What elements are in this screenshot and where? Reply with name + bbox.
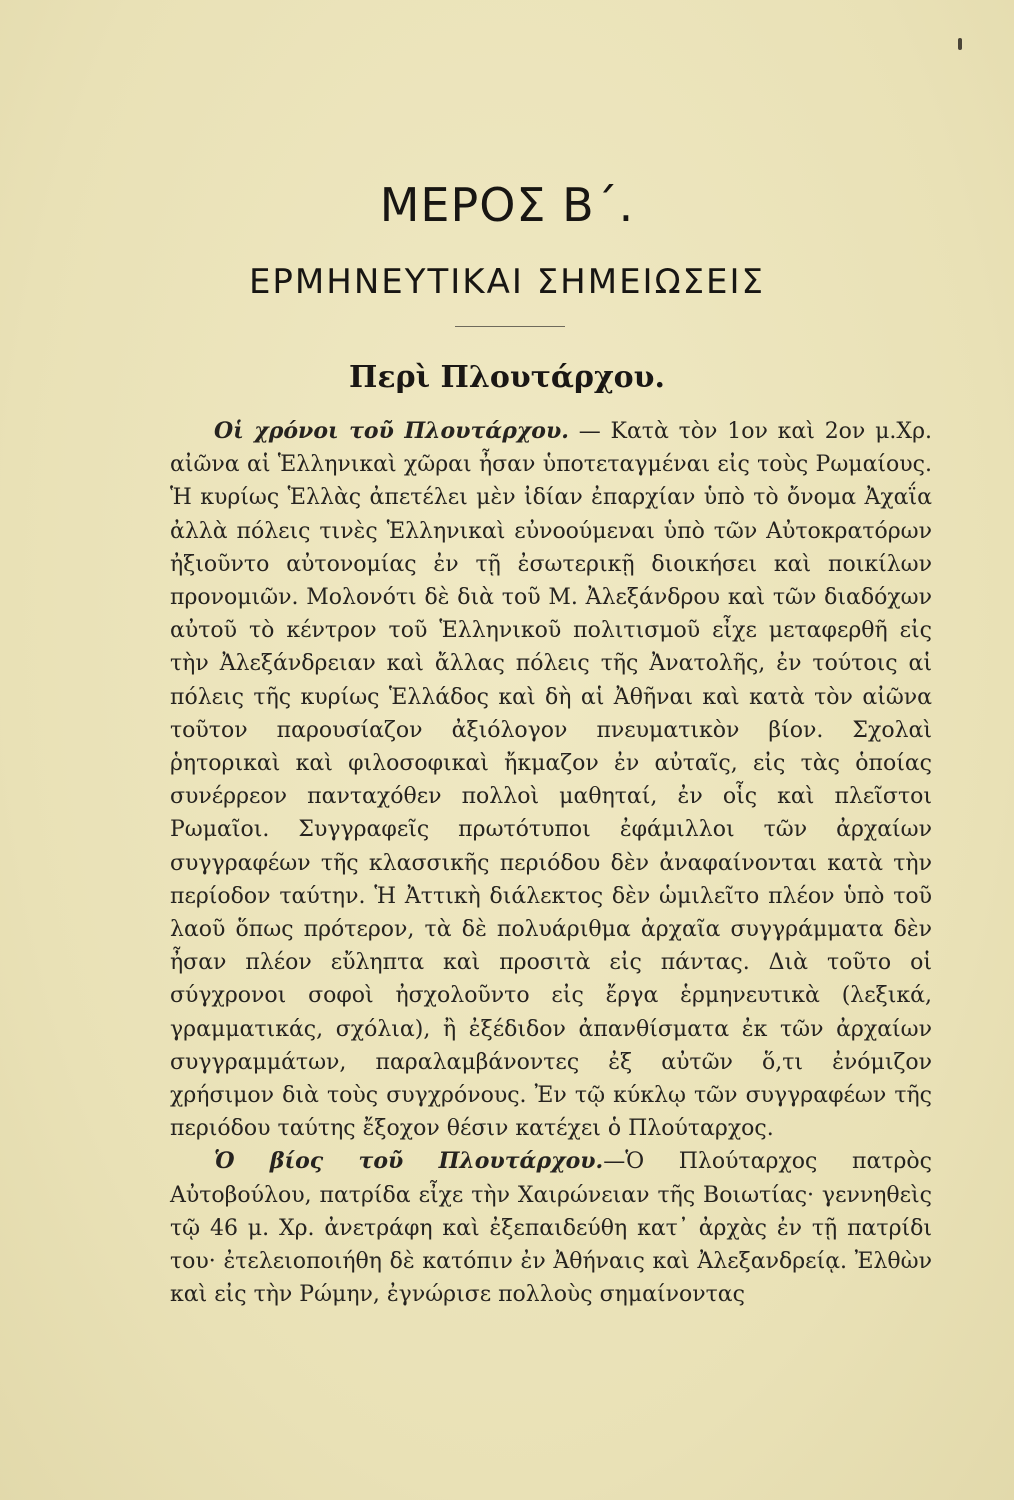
section-title: ΕΡΜΗΝΕΥΤΙΚΑΙ ΣΗΜΕΙΩΣΕΙΣ bbox=[248, 262, 766, 302]
paragraph-heading: Ὁ βίος τοῦ Πλουτάρχου. bbox=[214, 1148, 604, 1175]
part-title: ΜΕΡΟΣ Β΄. bbox=[379, 178, 635, 232]
paragraph-text: Κατὰ τὸν 1ον καὶ 2ον μ.Χρ. αἰῶνα αἱ Ἑλληνικαὶ χῶραι ἦσαν ὑποτεταγμέναι εἰς τοὺς Ρωμαίους. Ἡ κυρίως Ἑλλὰς ἀπετέλει μὲν ἰδίαν ἐπαρχίαν ὑπὸ τὸ ὄνομα Ἀχαΐα ἀλλὰ πόλεις τινὲς Ἑλληνικαὶ εὐνοούμεναι ὑπὸ τῶν Αὐτοκρατόρων ἠξιοῦντο αὐτονομίας ἐν τῇ ἐσωτερικῇ διοικήσει καὶ ποικίλων προνομιῶν. Μολονότι δὲ διὰ τοῦ Μ. Ἀλεξάνδρου καὶ τῶν διαδόχων αὐτοῦ τὸ κέντρον τοῦ Ἑλληνικοῦ πολιτισμοῦ εἶχε μεταφερθῆ εἰς τὴν Ἀλεξάνδρειαν καὶ ἄλλας πόλεις τῆς Ἀνατολῆς, ἐν τούτοις αἱ πόλεις τῆς κυρίως Ἑλλάδος καὶ δὴ αἱ Ἀθῆναι καὶ κατὰ τὸν αἰῶνα τοῦτον παρουσίαζον ἀξιόλογον πνευματικὸν βίον. Σχολαὶ ῥητορικαὶ καὶ φιλοσοφικαὶ ἤκμαζον ἐν αὐταῖς, εἰς τὰς ὁποίας συνέρρεον πανταχόθεν πολλοὶ μαθηταί, ἐν οἷς καὶ πλεῖστοι Ρωμαῖοι. Συγγραφεῖς πρωτότυποι ἐφάμιλλοι τῶν ἀρχαίων συγγραφέων τῆς κλασσικῆς περιόδου δὲν ἀναφαίνονται κατὰ τὴν περίοδον ταύτην. Ἡ Ἀττικὴ διάλεκτος δὲν ὡμιλεῖτο πλέον ὑπὸ τοῦ λαοῦ ὅπως πρότερον, τὰ δὲ πολυάριθμα ἀρχαῖα συγγράμματα δὲν ἦσαν πλέον εὔληπτα καὶ προσιτὰ εἰς πάντας. Διὰ τοῦτο οἱ σύγχρονοι σοφοὶ ἠσχολοῦντο εἰς ἔργα ἑρμηνευτικὰ (λεξικά, γραμματικάς, σχόλια), ἢ ἐξέδιδον ἀπανθίσματα ἐκ τῶν ἀρχαίων συγγραμμάτων, παραλαμβάνοντες ἐξ αὐτῶν ὅ,τι ἐνόμιζον χρήσιμον διὰ τοὺς συγχρόνους. Ἐν τῷ κύκλῳ τῶν συγγραφέων τῆς περιόδου ταύτης ἔξοχον θέσιν κατέχει ὁ Πλούταρχος. bbox=[170, 419, 932, 1142]
paragraph-dash: — bbox=[568, 419, 611, 444]
paragraph-heading: Οἱ χρόνοι τοῦ Πλουτάρχου. bbox=[214, 418, 569, 444]
paragraph-dash: — bbox=[603, 1149, 626, 1175]
body-text bbox=[170, 415, 932, 1311]
ink-mark bbox=[958, 38, 962, 50]
paragraph-times bbox=[170, 415, 932, 1145]
paragraph-text: Ὁ Πλούταρχος πατρὸς Αὐτοβούλου, πατρίδα εἶχε τὴν Χαιρώνειαν τῆς Βοιωτίας· γεννηθεὶς τῷ 46 μ. Χρ. ἀνετράφη καὶ ἐξεπαιδεύθη κατ᾽ ἀρχὰς ἐν τῇ πατρίδι του· ἐτελειοποιήθη δὲ κατόπιν ἐν Ἀθήναις καὶ Ἀλεξανδρείᾳ. Ἐλθὼν καὶ εἰς τὴν Ρώμην, ἐγνώρισε πολλοὺς σημαίνοντας bbox=[170, 1149, 932, 1308]
subheading: Περὶ Πλουτάρχου. bbox=[349, 360, 665, 395]
divider-rule bbox=[455, 326, 565, 327]
paragraph-life bbox=[170, 1145, 932, 1311]
